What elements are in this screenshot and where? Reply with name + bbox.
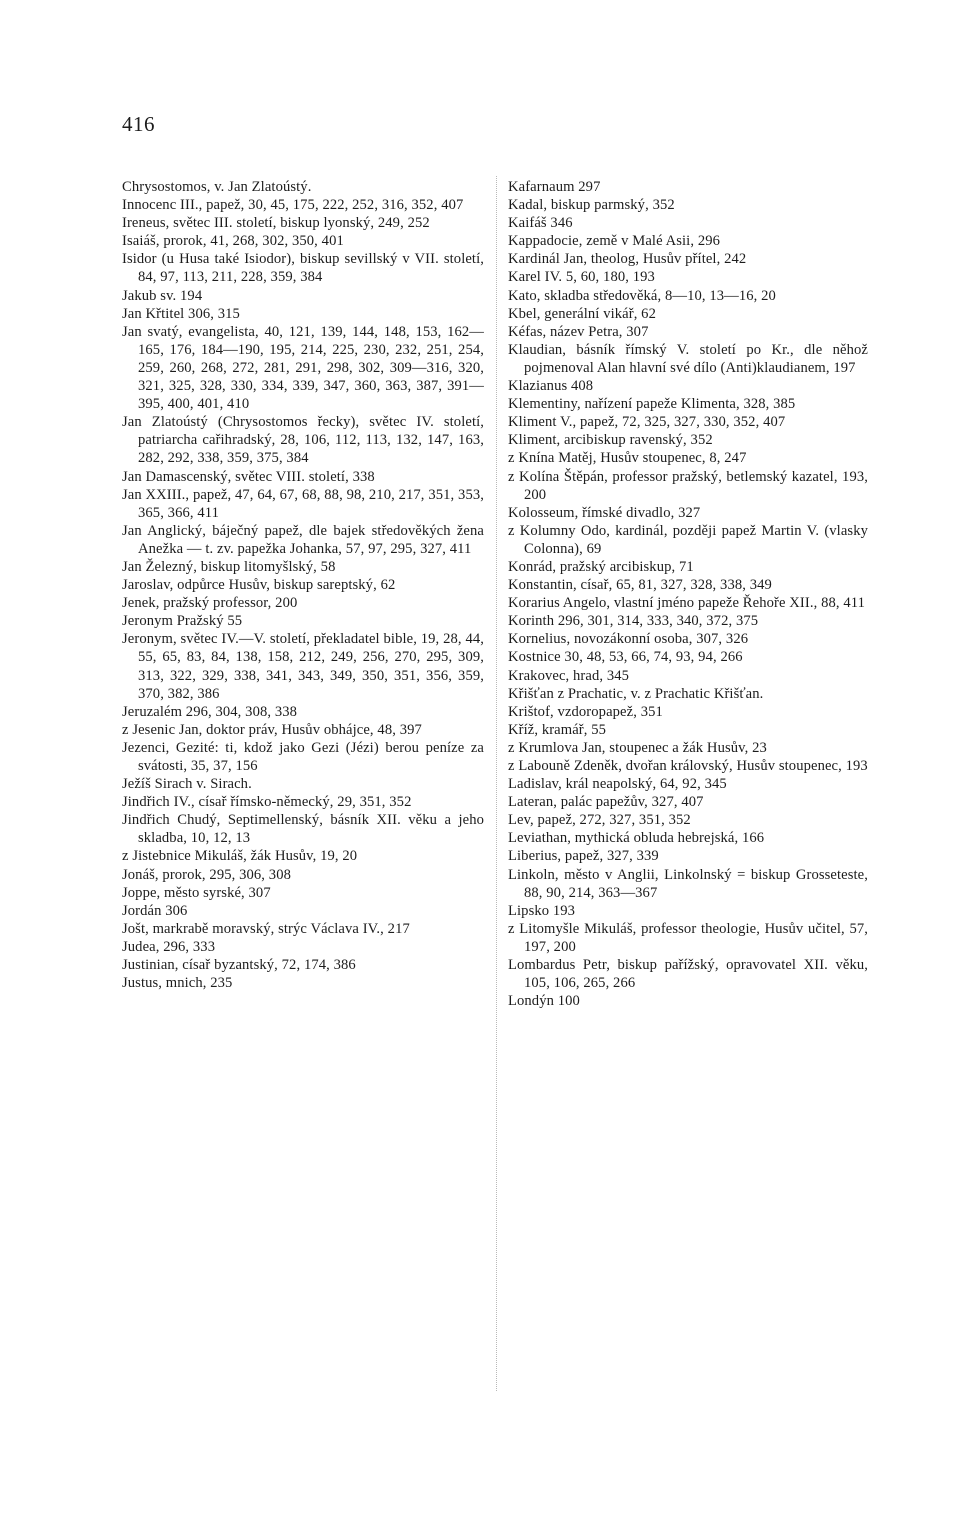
index-entry: z Litomyšle Mikuláš, professor theologie, Husův učitel, 57, 197, 200 — [508, 920, 868, 955]
index-entry: Jindřich IV., císař římsko-německý, 29, 351, 352 — [122, 794, 412, 811]
index-entry: Kadal, biskup parmský, 352 — [508, 197, 675, 214]
index-entry: Jeruzalém 296, 304, 308, 338 — [122, 703, 298, 720]
index-entry: Jindřich Chudý, Septimellenský, básník XII. věku a jeho skladba, 10, 12, 13 — [122, 812, 484, 847]
index-entry: Jonáš, prorok, 295, 306, 308 — [122, 866, 291, 883]
index-entry: Chrysostomos, v. Jan Zlatoústý. — [122, 179, 312, 195]
index-entry: Jenek, pražský professor, 200 — [122, 595, 298, 612]
index-entry: z Jistebnice Mikuláš, žák Husův, 19, 20 — [122, 848, 358, 865]
index-entry: Kbel, generální vikář, 62 — [508, 305, 656, 322]
index-entry: z Kolína Štěpán, professor pražský, betlemský kazatel, 193, 200 — [508, 468, 868, 503]
index-entry: Lombardus Petr, biskup pařížský, opravovatel XII. věku, 105, 106, 265, 266 — [508, 957, 868, 992]
index-entry: Isaiáš, prorok, 41, 268, 302, 350, 401 — [122, 233, 344, 250]
index-entry: Klaudian, básník římský V. století po Kr., dle něhož pojmenoval Alan hlavní své dílo (Anti)klaudianem, 197 — [508, 341, 868, 376]
index-entry: Linkoln, město v Anglii, Linkolnský = biskup Grosseteste, 88, 90, 214, 363—367 — [508, 866, 868, 901]
index-entry: Jakub sv. 194 — [122, 287, 203, 304]
index-entry: Jan XXIII., papež, 47, 64, 67, 68, 88, 98, 210, 217, 351, 353, 365, 366, 411 — [122, 486, 484, 521]
index-entry: Jan Anglický, báječný papež, dle bajek středověkých žena Anežka — t. zv. papežka Johanka, 57, 97, 295, 327, 411 — [122, 522, 484, 557]
index-entry: Judea, 296, 333 — [122, 938, 216, 955]
index-entry: Isidor (u Husa také Isiodor), biskup sevillský v VII. století, 84, 97, 113, 211, 228, 359, 384 — [122, 251, 484, 286]
index-entry: Joppe, město syrské, 307 — [122, 884, 271, 901]
index-entry: Jezenci, Gezité: ti, kdož jako Gezi (Jézi) berou peníze za svátosti, 35, 37, 156 — [122, 739, 484, 774]
index-entry: Lev, papež, 272, 327, 351, 352 — [508, 812, 691, 829]
index-entry: Kostnice 30, 48, 53, 66, 74, 93, 94, 266 — [508, 649, 743, 666]
index-entry: Lateran, palác papežův, 327, 407 — [508, 794, 704, 811]
index-entry: Konstantin, císař, 65, 81, 327, 328, 338, 349 — [508, 577, 772, 594]
index-entry: Kornelius, novozákonní osoba, 307, 326 — [508, 631, 749, 648]
index-entry: Jan svatý, evangelista, 40, 121, 139, 144, 148, 153, 162—165, 176, 184—190, 195, 214, 225, 230, 232, 251, 254, 259, 260, 268, 272, 281, 291, 298, 302, 309—316, 320, 321, 325, 328, 330, 334, 339, 347, 360, 363, 387, 391—395, 400, 401, 410 — [122, 323, 484, 413]
index-entry: Kappadocie, země v Malé Asii, 296 — [508, 233, 721, 250]
index-entry: Ježíš Sirach v. Sirach. — [122, 776, 252, 793]
index-entry: Korinth 296, 301, 314, 333, 340, 372, 375 — [508, 613, 759, 630]
index-entry: Jošt, markrabě moravský, strýc Václava IV., 217 — [122, 920, 410, 937]
index-column-left — [122, 178, 484, 992]
index-entry: z Krumlova Jan, stoupenec a žák Husův, 23 — [508, 739, 767, 756]
index-entry: Jordán 306 — [122, 902, 188, 919]
page-number: 416 — [122, 112, 155, 136]
index-entry: Jeronym, světec IV.—V. století, překladatel bible, 19, 28, 44, 55, 65, 83, 84, 138, 158, 212, 249, 256, 270, 295, 309, 313, 322, 329, 338, 341, 343, 349, 350, 351, 356, 359, 370, 382, 386 — [122, 631, 484, 702]
index-entry: Ireneus, světec III. století, biskup lyonský, 249, 252 — [122, 215, 430, 232]
index-entry: Křišťan z Prachatic, v. z Prachatic Křišťan. — [508, 685, 764, 702]
index-entry: Kaifáš 346 — [508, 215, 573, 232]
index-entry: Kolosseum, římské divadlo, 327 — [508, 504, 701, 521]
index-entry: Liberius, papež, 327, 339 — [508, 848, 659, 865]
index-entry: Jaroslav, odpůrce Husův, biskup sareptský, 62 — [122, 577, 396, 594]
index-entry: Kříž, kramář, 55 — [508, 721, 607, 738]
index-entry: Justus, mnich, 235 — [122, 975, 233, 992]
index-entry: Krakovec, hrad, 345 — [508, 667, 630, 684]
index-entry: Klazianus 408 — [508, 378, 594, 395]
index-entry: Jan Damascenský, světec VIII. století, 338 — [122, 468, 375, 485]
index-column-right — [508, 178, 868, 1010]
column-divider — [496, 176, 497, 1391]
index-entry: Korarius Angelo, vlastní jméno papeže Řehoře XII., 88, 411 — [508, 595, 866, 612]
index-entry: Kato, skladba středověká, 8—10, 13—16, 20 — [508, 287, 776, 304]
index-entry: Krištof, vzdoropapež, 351 — [508, 703, 663, 720]
index-entry: Kéfas, název Petra, 307 — [508, 323, 649, 340]
index-entry: Konrád, pražský arcibiskup, 71 — [508, 558, 694, 575]
index-entry: Kardinál Jan, theolog, Husův přítel, 242 — [508, 251, 747, 268]
index-entry: Kafarnaum 297 — [508, 179, 601, 195]
index-entry: Jan Železný, biskup litomyšlský, 58 — [122, 558, 336, 575]
index-entry: Jan Zlatoústý (Chrysostomos řecky), světec IV. století, patriarcha cařihradský, 28, 106, 112, 113, 132, 147, 163, 282, 292, 338, 359, 375, 384 — [122, 414, 484, 467]
index-entry: Ladislav, král neapolský, 64, 92, 345 — [508, 776, 727, 793]
index-entry: z Kolumny Odo, kardinál, později papež Martin V. (vlasky Colonna), 69 — [508, 522, 868, 557]
index-entry: Klementiny, nařízení papeže Klimenta, 328, 385 — [508, 396, 796, 413]
index-entry: Innocenc III., papež, 30, 45, 175, 222, 252, 316, 352, 407 — [122, 197, 464, 214]
index-entry: Jeronym Pražský 55 — [122, 613, 243, 630]
index-entry: Kliment, arcibiskup ravenský, 352 — [508, 432, 713, 449]
index-entry: z Jesenic Jan, doktor práv, Husův obhájce, 48, 397 — [122, 721, 422, 738]
index-entry: Kliment V., papež, 72, 325, 327, 330, 352, 407 — [508, 414, 786, 431]
index-entry: z Labouně Zdeněk, dvořan královský, Husův stoupenec, 193 — [508, 758, 868, 774]
index-entry: Londýn 100 — [508, 993, 580, 1010]
index-entry: Jan Křtitel 306, 315 — [122, 305, 240, 322]
index-entry: Leviathan, mythická obluda hebrejská, 166 — [508, 830, 765, 847]
index-entry: z Knína Matěj, Husův stoupenec, 8, 247 — [508, 450, 747, 467]
index-entry: Lipsko 193 — [508, 902, 576, 919]
index-entry: Karel IV. 5, 60, 180, 193 — [508, 269, 655, 286]
index-entry: Justinian, císař byzantský, 72, 174, 386 — [122, 957, 356, 974]
